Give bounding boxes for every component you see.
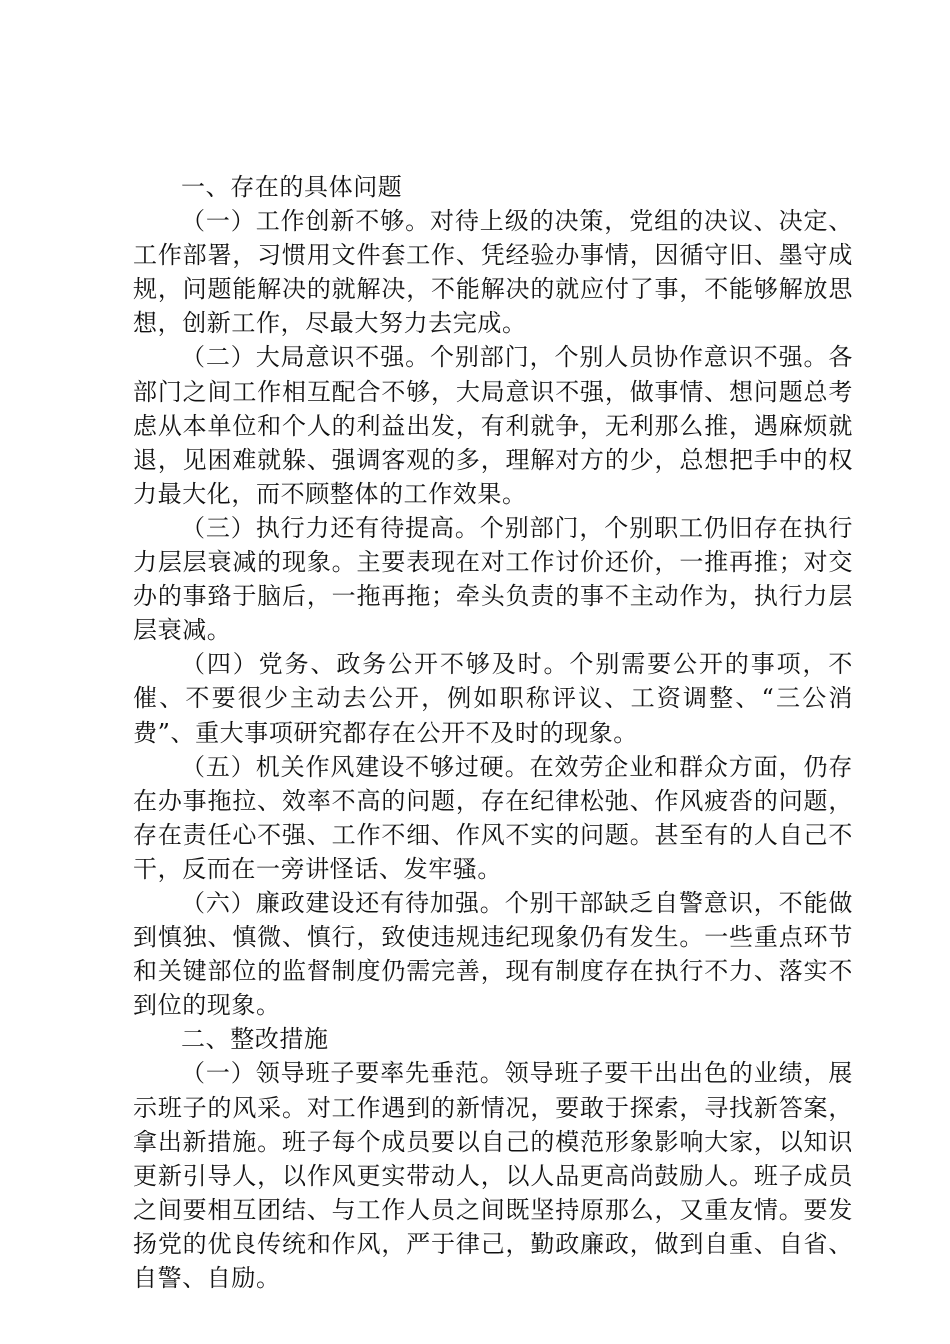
paragraph-work-style: （五）机关作风建设不够过硬。在效劳企业和群众方面，仍存在办事拖拉、效率不高的问题，存在纪律松弛、作风疲沓的问题，存在责任心不强、工作不细、作风不实的问题。甚至有的人自己不干，反而在一旁讲怪话、发牢骚。 (133, 752, 853, 883)
section-heading-measures: 二、整改措施 (181, 1025, 329, 1054)
document-body (133, 170, 853, 1295)
paragraph-openness: （四）党务、政务公开不够及时。个别需要公开的事项，不催、不要很少主动去公开，例如职称评议、工资调整、“三公消费”、重大事项研究都存在公开不及时的现象。 (133, 650, 853, 747)
section-heading-problems: 一、存在的具体问题 (181, 173, 403, 201)
paragraph-leadership-example: （一）领导班子要率先垂范。领导班子要干出出色的业绩，展示班子的风采。对工作遇到的新情况，要敢于探索，寻找新答案，拿出新措施。班子每个成员要以自己的模范形象影响大家，以知识更新引导人，以作风更实带动人，以人品更高尚鼓励人。班子成员之间要相互团结、与工作人员之间既坚持原那么，又重友情。要发扬党的优良传统和作风，严于律己，勤政廉政，做到自重、自省、自警、自励。 (133, 1059, 853, 1292)
paragraph-execution: （三）执行力还有待提高。个别部门，个别职工仍旧存在执行力层层衰减的现象。主要表现在对工作讨价还价，一推再推；对交办的事臵于脑后，一拖再拖；牵头负责的事不主动作为，执行力层层衰减。 (133, 513, 853, 645)
paragraph-integrity: （六）廉政建设还有待加强。个别干部缺乏自警意识，不能做到慎独、慎微、慎行，致使违规违纪现象仍有发生。一些重点环节和关键部位的监督制度仍需完善，现有制度存在执行不力、落实不到位的现象。 (133, 888, 853, 1020)
paragraph-overall-awareness: （二）大局意识不强。个别部门，个别人员协作意识不强。各部门之间工作相互配合不够，大局意识不强，做事情、想问题总考虑从本单位和个人的利益出发，有利就争，无利那么推，遇麻烦就退，见困难就躲、强调客观的多，理解对方的少，总想把手中的权力最大化，而不顾整体的工作效果。 (133, 343, 853, 508)
paragraph-innovation: （一）工作创新不够。对待上级的决策，党组的决议、决定、工作部署，习惯用文件套工作、凭经验办事情，因循守旧、墨守成规，问题能解决的就解决，不能解决的就应付了事，不能够解放思想，创新工作，尽最大努力去完成。 (133, 207, 853, 338)
